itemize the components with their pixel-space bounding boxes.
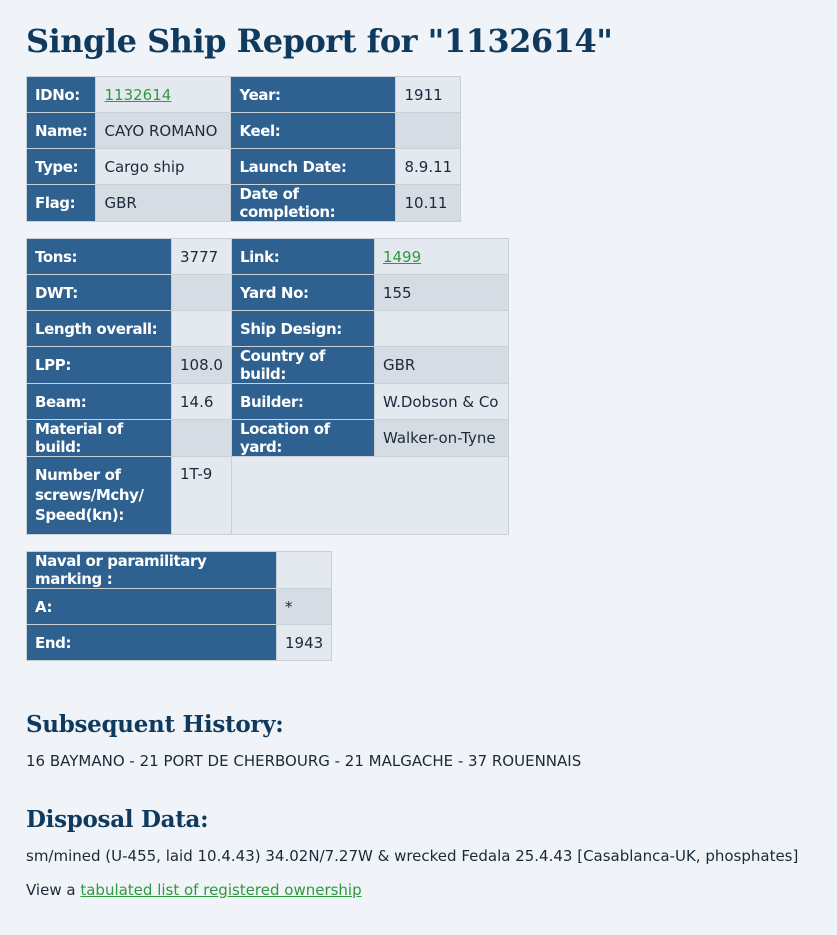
completion-label: Date of completion: [231,185,396,222]
type-label: Type: [27,149,96,185]
length-label: Length overall: [27,311,172,347]
end-value: 1943 [277,625,332,661]
link-label: Link: [231,239,374,275]
dwt-value [172,275,232,311]
year-label: Year: [231,77,396,113]
idno-cell [96,77,231,113]
table-row [27,347,509,384]
tons-label: Tons: [27,239,172,275]
ownership-line [26,881,811,899]
builder-value: W.Dobson & Co [374,384,508,420]
dimensions-table [26,238,509,535]
table-row [27,625,332,661]
tons-value: 3777 [172,239,232,275]
table-row [27,113,461,149]
name-value: CAYO ROMANO [96,113,231,149]
naval-table [26,551,332,661]
naval-value [277,552,332,589]
end-label: End: [27,625,277,661]
table-row [27,384,509,420]
location-label: Location of yard: [231,420,374,457]
lpp-label: LPP: [27,347,172,384]
launch-date-value: 8.9.11 [396,149,461,185]
page-title: Single Ship Report for "1132614" [26,22,613,60]
country-value: GBR [374,347,508,384]
dwt-label: DWT: [27,275,172,311]
disposal-text: sm/mined (U-455, laid 10.4.43) 34.02N/7.27W & wrecked Fedala 25.4.43 [Casablanca-UK, phosphates] [26,847,799,865]
basic-info-table [26,76,461,222]
yard-no-value: 155 [374,275,508,311]
table-row [27,239,509,275]
ship-design-label: Ship Design: [231,311,374,347]
history-heading: Subsequent History: [26,711,284,738]
table-row [27,149,461,185]
idno-link[interactable]: 1132614 [104,85,172,104]
keel-value [396,113,461,149]
disposal-heading: Disposal Data: [26,806,209,833]
completion-value: 10.11 [396,185,461,222]
table-row [27,457,509,535]
empty-cell [231,457,508,535]
lpp-value: 108.0 [172,347,232,384]
idno-label: IDNo: [27,77,96,113]
builder-label: Builder: [231,384,374,420]
screws-value: 1T-9 [172,457,232,535]
table-row [27,311,509,347]
table-row [27,420,509,457]
type-value: Cargo ship [96,149,231,185]
table-row [27,275,509,311]
material-value [172,420,232,457]
link-1499[interactable]: 1499 [382,247,422,266]
country-label: Country of build: [231,347,374,384]
a-value: * [277,589,332,625]
history-text: 16 BAYMANO - 21 PORT DE CHERBOURG - 21 MALGACHE - 37 ROUENNAIS [26,752,582,770]
ship-design-value [374,311,508,347]
screws-label: Number of screws/Mchy/ Speed(kn): [27,457,172,535]
material-label: Material of build: [27,420,172,457]
keel-label: Keel: [231,113,396,149]
beam-label: Beam: [27,384,172,420]
table-row [27,185,461,222]
view-prefix: View a [26,881,76,899]
link-cell [374,239,508,275]
a-label: A: [27,589,277,625]
length-value [172,311,232,347]
table-row [27,589,332,625]
beam-value: 14.6 [172,384,232,420]
year-value: 1911 [396,77,461,113]
flag-value: GBR [96,185,231,222]
ownership-link[interactable]: tabulated list of registered ownership [80,881,362,899]
name-label: Name: [27,113,96,149]
table-row [27,77,461,113]
yard-no-label: Yard No: [231,275,374,311]
launch-date-label: Launch Date: [231,149,396,185]
naval-label: Naval or paramilitary marking : [27,552,277,589]
flag-label: Flag: [27,185,96,222]
table-row [27,552,332,589]
location-value: Walker-on-Tyne [374,420,508,457]
